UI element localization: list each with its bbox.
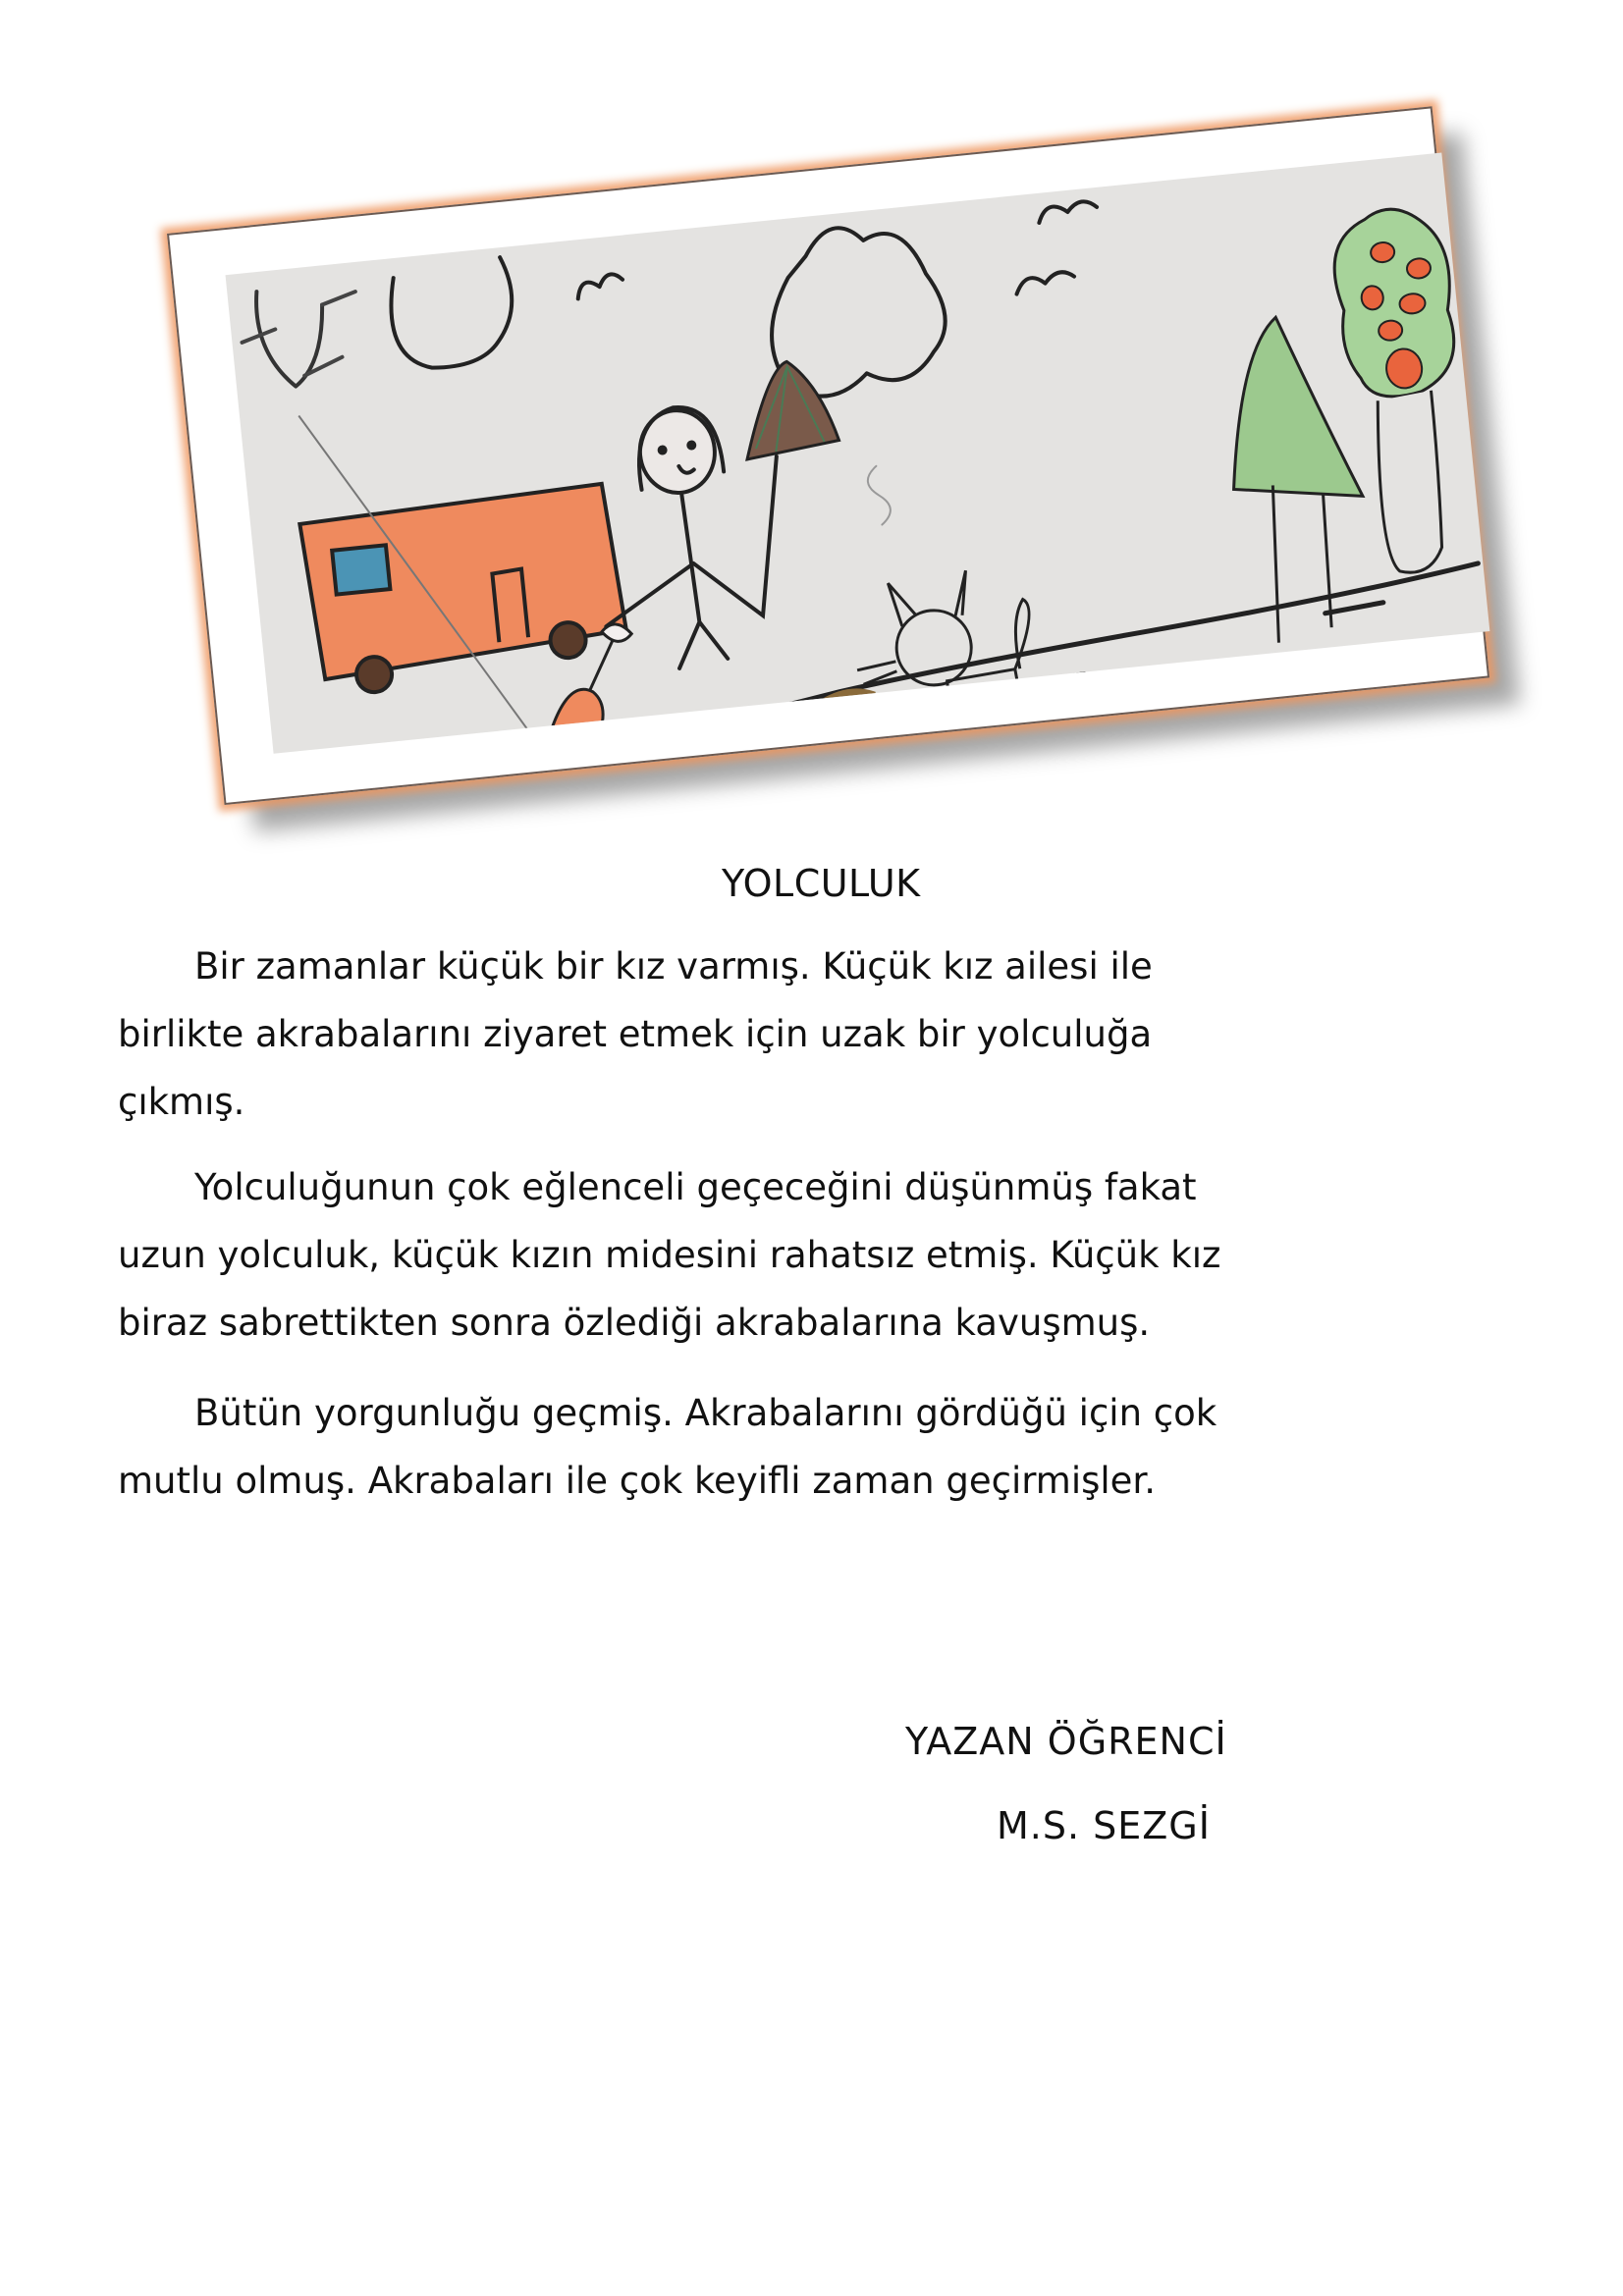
apple-tree-icon: [1328, 204, 1478, 577]
story-line: mutlu olmuş. Akrabaları ile çok keyifli zaman geçirmişler.: [118, 1460, 1157, 1502]
story-line: birlikte akrabalarını ziyaret etmek için uzak bir yolculuğa: [118, 1013, 1153, 1055]
story-line: Bütün yorgunluğu geçmiş. Akrabalarını gördüğü için çok: [194, 1392, 1217, 1434]
story-line: biraz sabrettikten sonra özlediği akrabalarına kavuşmuş.: [118, 1302, 1151, 1344]
story-title: YOLCULUK: [722, 862, 921, 905]
bird-icon: [1015, 271, 1075, 294]
drawing-frame: [167, 106, 1489, 805]
signature-label: YAZAN ÖĞRENCİ: [905, 1720, 1227, 1763]
bus-icon: [298, 483, 629, 698]
bird-icon: [576, 273, 624, 298]
ice-cream-icon: [737, 357, 839, 459]
story-line: Yolculuğunun çok eğlenceli geçeceğini düşünmüş fakat: [194, 1166, 1197, 1208]
author-name: M.S. SEZGİ: [997, 1804, 1211, 1847]
bird-icon: [1038, 200, 1098, 223]
story-paragraph-2: [118, 1153, 1394, 1357]
story-line: uzun yolculuk, küçük kızın midesini rahatsız etmiş. Küçük kız: [118, 1234, 1221, 1276]
story-line: çıkmış.: [118, 1081, 245, 1123]
story-line: Bir zamanlar küçük bir kız varmış. Küçük kız ailesi ile: [194, 945, 1153, 988]
story-paragraph-3: [118, 1379, 1394, 1515]
cloud-icon: [387, 256, 518, 372]
story-paragraph-1: [118, 933, 1394, 1136]
sun-icon: [237, 282, 363, 392]
